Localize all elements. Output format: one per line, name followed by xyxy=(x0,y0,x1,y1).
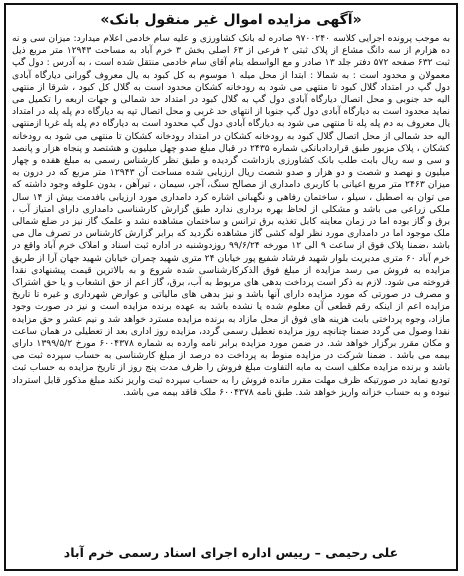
notice-title: «آگهی مزایده اموال غیر منقول بانک» xyxy=(100,12,362,28)
notice-body-text: به موجب پرونده اجرایی کلاسه ۹۷۰۰۲۴۰ صادره له بانک کشاورزی و علیه سام خادمی اعلام میدارد: میزان سی و نه ده هزارم از سه دانگ مشاع از پلاک ثبتی ۲ فرعی از ۶۳ اصلی بخش ۳ خرم آباد به مساحت ۱۲۹۴۳ متر مربع ذیل ثبت ۶۳۲ صفحه ۵۷۲ دفتر جلد ۱۳ صادر و مع الواسطه بنام آقای سام خادمی منتقل شده است ، به آدرس : دول گپ معمولان و محدود است : به شمالا : ابتدا از محل میله ۱ موسوم به کل کبود به یال معروف گورانی دیارگاه آبادی دول گپ در امتداد گلال کبود تا منتهی می شود به رودخانه کشکان محدود است به گلال کل کبود ، شرقا از منتهی الیه حد جنوبی و محل اتصال دیارگاه آبادی دول گپ به گلال کبود در امتداد حد شمالی و جهات اربعه را تکمیل می نماید محدود است به دیارگاه آبادی دول گپ جنوبا از انتهای حد غربی و محل اتصال تپه به دیارگاه دم پله پله در امتداد یال معروف به دم پله پله تا منتهی می شود به دیارگاه آبادی دول گپ محدود است به دیارگاه دم پله پله غربا ازمنتهی الیه حد شمالی از محل اتصال گلال کبود به رودخانه کشکان در امتداد رودخانه کشکان تا منتهی می شود به رودخانه کشکان ، پلاک مزبور طبق قراردادبانکی شماره ۲۴۳۵ در قبال مبلغ صدو چهل میلیون و هشتصد و پنجاه هزار و پانصد و سی و سه ریال بابت طلب بانک کشاورزی بازداشت گردیده و طبق نظر کارشناس رسمی به مبلغ هفده و چهار میلیون و نهصد و شصت و دو هزار و صدو شصت ریال ارزیابی شده مساحت آن ۱۲۹۴۳ متر مربع که در درون به میزان ۲۴۶۳ متر مربع اعیانی با کاربری دامداری از مصالح سنگ، آجر، سیمان ، تیرآهن ، بدون علوفه وجود داشته که می توان به اصطبل ، سیلو ، ساختمان رفاهی و نگهبانی اشاره کرد دامداری مورد ارزیابی بافدمت بیش از ۱۴ سال ملکی زراعی می باشد و مشکلی از لحاظ بهره برداری ندارد طبق گزارش کارشناسی دامداری دارای امتیاز آب ، برق و گاز بوده اما در زمان معاینه کابل تغذیه برق ترانس و ساختمان مشاهده نشد و علمک گاز نیز در ضلع شمالی ملک موجود اما در دامداری مورد نظر لوله کشی گاز مشاهده نگردید که برابر گزارش کارشناس در تصرف مال می باشد ،ضمنا پلاک فوق از ساعت ۹ الی ۱۲ مورخه ۹۹/۶/۲۴ روزدوشنبه در اداره ثبت اسناد و املاک خرم آباد واقع در خرم آباد ۶۰ متری مدیریت بلوار شهید فرشاد شفیع پور خیابان ۲۴ متری شهید چمران خیابان شهید جهان آرا از طریق مزایده به فروش می رسد مزایده از مبلغ فوق الذکرکارشناسی شده شروع و به بالاترین قیمت پیشنهادی نقدا فروخته می شود. لازم به ذکر است پرداخت بدهی های مربوط به آب، برق، گاز اعم از حق انشعاب و یا حق اشتراک و مصرف در صورتی که مورد مزایده دارای آنها باشد و نیز بدهی های مالیاتی و عوارض شهرداری و غیره تا تاریخ مزایده اعم از اینکه رقم قطعی آن معلوم شده یا نشده باشد به عهده برنده مزایده است و نیز در صورت وجود مازاد، وجوه پرداختی بابت هزینه های فوق از محل مازاد به برنده مزایده مسترد خواهد شد و نیم عشر و حق مزایده نقدا وصول می گردد ضمنا چنانچه روز مزایده تعطیل رسمی گردد، مزایده روز اداری بعد از تعطیلی در همان ساعت و مکان مقرر برگزار خواهد شد. در ضمن مورد مزایده برابر نامه وارده به شماره ۶۰۰۴۳۷۸ مورخ ۱۳۹۹/۵/۲ دارای بیمه می باشد . ضمنا شرکت در مزایده منوط به پرداخت ده درصد از مبلغ کارشناسی به حساب سپرده ثبت می باشد و برنده مزایده مکلف است به مابه التفاوت مبلغ فروش را ظرف مدت پنج روز از تاریخ مزایده به حساب ثبت تودیع نماید در صورتیکه ظرف مهلت مقرر مانده فروش را به حساب سپرده ثبت واریز نکند مبلغ مذکور قابل استرداد نبوده و به حساب خزانه واریز خواهد شد. طبق نامه ۶۰۰۴۳۷۸ ملک فاقد بیمه می باشد. xyxy=(12,33,450,398)
notice-signature: علی رحیمی – رییس اداره اجرای اسناد رسمی خرم آباد xyxy=(63,545,399,560)
auction-notice xyxy=(4,3,458,571)
